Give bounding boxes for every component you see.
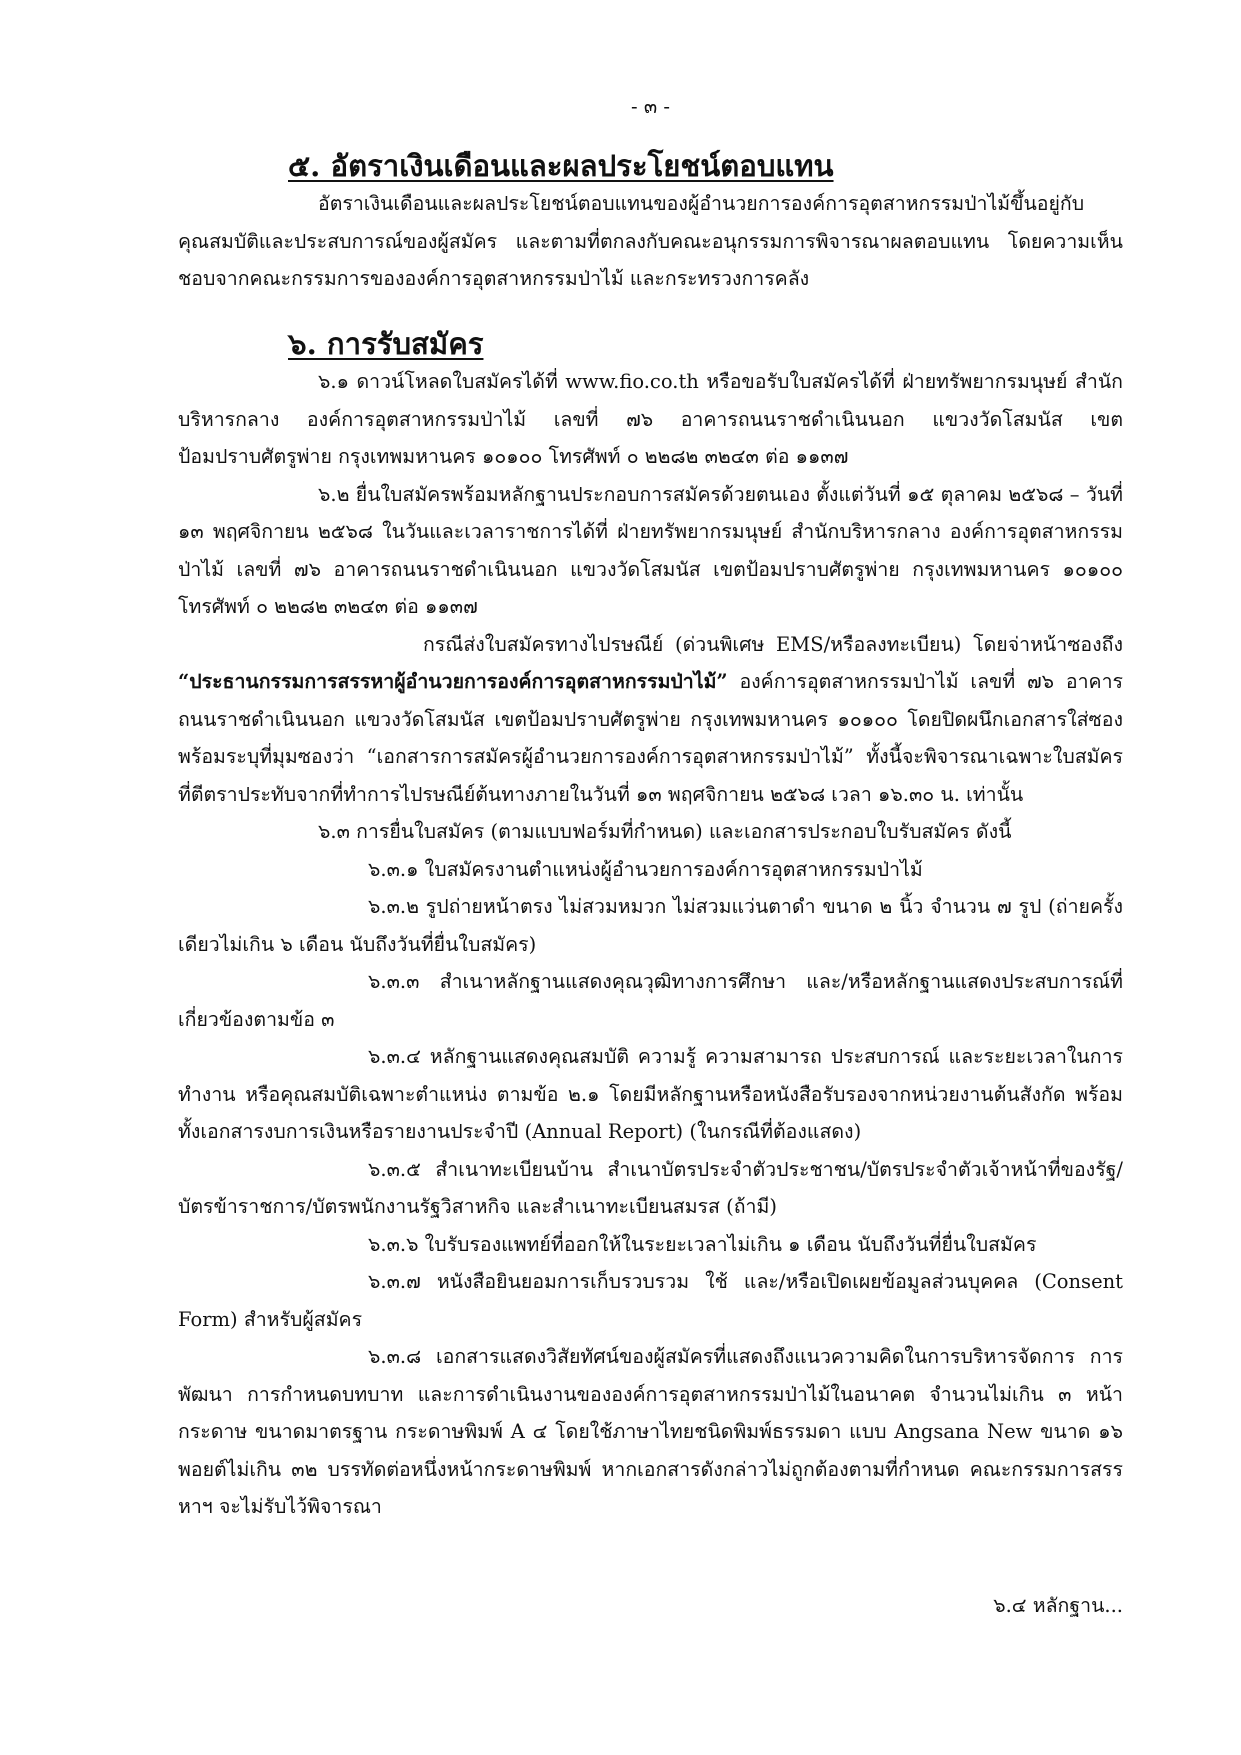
paragraph-6-3: ๖.๓ การยื่นใบสมัคร (ตามแบบฟอร์มที่กำหนด) และเอกสารประกอบใบรับสมัคร ดังนี้ — [318, 820, 1012, 843]
mail-addressee: “ประธานกรรมการสรรหาผู้อำนวยการองค์การอุตสาหกรรมป่าไม้” — [178, 670, 728, 693]
item-6-3-2: ๖.๓.๒ รูปถ่ายหน้าตรง ไม่สวมหมวก ไม่สวมแว่นตาดำ ขนาด ๒ นิ้ว จำนวน ๗ รูป (ถ่ายครั้งเดียวไม่เกิน ๖ เดือน นับถึงวันที่ยื่นใบสมัคร) — [178, 895, 1123, 956]
section-6-heading: ๖. การรับสมัคร — [288, 326, 484, 361]
paragraph-6-1: ๖.๑ ดาวน์โหลดใบสมัครได้ที่ www.fio.co.th หรือขอรับใบสมัครได้ที่ ฝ่ายทรัพยากรมนุษย์ สำนักบริหารกลาง องค์การอุตสาหกรรมป่าไม้ เลขที่ ๗๖ อาคารถนนราชดำเนินนอก แขวงวัดโสมนัส เขตป้อมปราบศัตรูพ่าย กรุงเทพมหานคร ๑๐๑๐๐ โทรศัพท์ ๐ ๒๒๘๒ ๓๒๔๓ ต่อ ๑๑๓๗ — [178, 370, 1123, 468]
item-6-3-7: ๖.๓.๗ หนังสือยินยอมการเก็บรวบรวม ใช้ และ/หรือเปิดเผยข้อมูลส่วนบุคคล (Consent Form) สำหรับผู้สมัคร — [178, 1270, 1123, 1331]
item-6-3-6: ๖.๓.๖ ใบรับรองแพทย์ที่ออกให้ในระยะเวลาไม่เกิน ๑ เดือน นับถึงวันที่ยื่นใบสมัคร — [368, 1232, 1037, 1256]
item-6-3-5: ๖.๓.๕ สำเนาทะเบียนบ้าน สำเนาบัตรประจำตัวประชาชน/บัตรประจำตัวเจ้าหน้าที่ของรัฐ/บัตรข้าราชการ/บัตรพนักงานรัฐวิสาหกิจ และสำเนาทะเบียนสมรส (ถ้ามี) — [178, 1157, 1123, 1218]
item-6-3-3: ๖.๓.๓ สำเนาหลักฐานแสดงคุณวุฒิทางการศึกษา และ/หรือหลักฐานแสดงประสบการณ์ที่เกี่ยวข้องตามข้อ ๓ — [178, 970, 1123, 1031]
continuation-note: ๖.๔ หลักฐาน... — [993, 1594, 1123, 1617]
paragraph-6-2: ๖.๒ ยื่นใบสมัครพร้อมหลักฐานประกอบการสมัครด้วยตนเอง ตั้งแต่วันที่ ๑๕ ตุลาคม ๒๕๖๘ – วันที่ ๑๓ พฤศจิกายน ๒๕๖๘ ในวันและเวลาราชการได้ที่ ฝ่ายทรัพยากรมนุษย์ สำนักบริหารกลาง องค์การอุตสาหกรรมป่าไม้ เลขที่ ๗๖ อาคารถนนราชดำเนินนอก แขวงวัดโสมนัส เขตป้อมปราบศัตรูพ่าย กรุงเทพมหานคร ๑๐๑๐๐ โทรศัพท์ ๐ ๒๒๘๒ ๓๒๔๓ ต่อ ๑๑๓๗ — [178, 482, 1123, 618]
mail-rest: องค์การอุตสาหกรรมป่าไม้ เลขที่ ๗๖ อาคารถนนราชดำเนินนอก แขวงวัดโสมนัส เขตป้อมปราบศัตรูพ่าย กรุงเทพมหานคร ๑๐๑๐๐ โดยปิดผนึกเอกสารใส่ซองพร้อมระบุที่มุมซองว่า “เอกสารการสมัครผู้อำนวยการองค์การอุตสาหกรรมป่าไม้” ทั้งนี้จะพิจารณาเฉพาะใบสมัครที่ตีตราประทับจากที่ทำการไปรษณีย์ต้นทางภายในวันที่ ๑๓ พฤศจิกายน ๒๕๖๘ เวลา ๑๖.๓๐ น. เท่านั้น — [178, 670, 1123, 806]
item-6-3-1: ๖.๓.๑ ใบสมัครงานตำแหน่งผู้อำนวยการองค์การอุตสาหกรรมป่าไม้ — [368, 857, 923, 881]
section-5-heading: ๕. อัตราเงินเดือนและผลประโยชน์ตอบแทน — [288, 148, 834, 183]
paragraph-mail-submission — [178, 626, 1123, 814]
mail-lead: กรณีส่งใบสมัครทางไปรษณีย์ (ด่วนพิเศษ EMS/หรือลงทะเบียน) โดยจ่าหน้าซองถึง — [423, 632, 1123, 656]
item-6-3-4: ๖.๓.๔ หลักฐานแสดงคุณสมบัติ ความรู้ ความสามารถ ประสบการณ์ และระยะเวลาในการทำงาน หรือคุณสมบัติเฉพาะตำแหน่ง ตามข้อ ๒.๑ โดยมีหลักฐานหรือหนังสือรับรองจากหน่วยงานต้นสังกัด พร้อมทั้งเอกสารงบการเงินหรือรายงานประจำปี (Annual Report) (ในกรณีที่ต้องแสดง) — [178, 1045, 1123, 1143]
section-5-body: อัตราเงินเดือนและผลประโยชน์ตอบแทนของผู้อำนวยการองค์การอุตสาหกรรมป่าไม้ขึ้นอยู่กับคุณสมบัติและประสบการณ์ของผู้สมัคร และตามที่ตกลงกับคณะอนุกรรมการพิจารณาผลตอบแทน โดยความเห็นชอบจากคณะกรรมการขององค์การอุตสาหกรรมป่าไม้ และกระทรวงการคลัง — [178, 192, 1123, 290]
item-6-3-8: ๖.๓.๘ เอกสารแสดงวิสัยทัศน์ของผู้สมัครที่แสดงถึงแนวความคิดในการบริหารจัดการ การพัฒนา การกำหนดบทบาท และการดำเนินงานขององค์การอุตสาหกรรมป่าไม้ในอนาคต จำนวนไม่เกิน ๓ หน้ากระดาษ ขนาดมาตรฐาน กระดาษพิมพ์ A ๔ โดยใช้ภาษาไทยชนิดพิมพ์ธรรมดา แบบ Angsana New ขนาด ๑๖ พอยต์ไม่เกิน ๓๒ บรรทัดต่อหนึ่งหน้ากระดาษพิมพ์ หากเอกสารดังกล่าวไม่ถูกต้องตามที่กำหนด คณะกรรมการสรรหาฯ จะไม่รับไว้พิจารณา — [178, 1345, 1123, 1518]
page-number: - ๓ - — [631, 95, 670, 118]
